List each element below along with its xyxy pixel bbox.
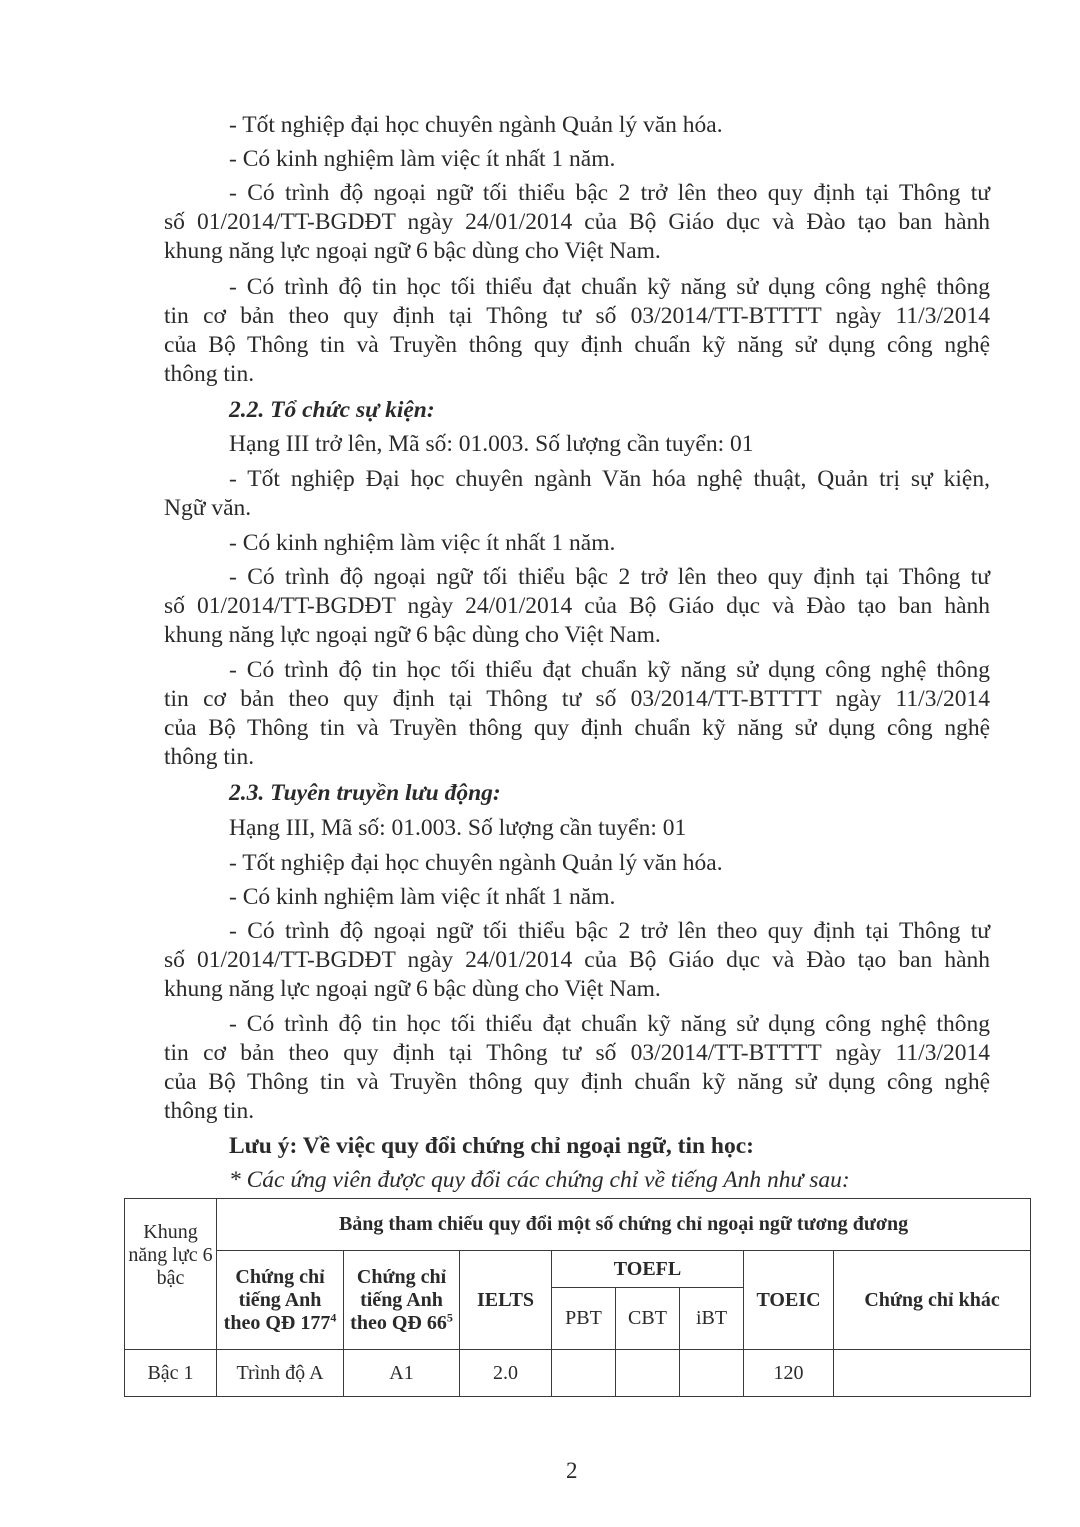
text-line: của Bộ Thông tin và Truyền thông quy định chuẩn kỹ năng sử dụng công nghệ [164, 715, 990, 741]
cell-cbt [616, 1350, 680, 1397]
cell-qd66: A1 [344, 1350, 460, 1397]
text-line: của Bộ Thông tin và Truyền thông quy định chuẩn kỹ năng sử dụng công nghệ [164, 332, 990, 358]
text-line: - Có trình độ ngoại ngữ tối thiểu bậc 2 trở lên theo quy định tại Thông tư [229, 564, 990, 590]
text-line: thông tin. [164, 1098, 255, 1124]
table-row [125, 1350, 1031, 1397]
section-heading: 2.2. Tổ chức sự kiện: [229, 397, 435, 423]
cell-qd177: Trình độ A [217, 1350, 344, 1397]
text-line: số 01/2014/TT-BGDĐT ngày 24/01/2014 của Bộ Giáo dục và Đào tạo ban hành [164, 209, 990, 235]
note-subheading: * Các ứng viên được quy đổi các chứng chỉ về tiếng Anh như sau: [229, 1167, 850, 1193]
header-ibt: iBT [680, 1288, 744, 1350]
text-line: khung năng lực ngoại ngữ 6 bậc dùng cho Việt Nam. [164, 238, 661, 264]
text-line: tin cơ bản theo quy định tại Thông tư số 03/2014/TT-BTTTT ngày 11/3/2014 [164, 303, 990, 329]
text-line: thông tin. [164, 361, 255, 387]
cell-ielts: 2.0 [460, 1350, 552, 1397]
text-line: - Tốt nghiệp Đại học chuyên ngành Văn hóa nghệ thuật, Quản trị sự kiện, [229, 466, 990, 492]
header-ielts: IELTS [460, 1251, 552, 1350]
text-line: - Tốt nghiệp đại học chuyên ngành Quản lý văn hóa. [229, 850, 723, 876]
text-line: - Có trình độ ngoại ngữ tối thiểu bậc 2 trở lên theo quy định tại Thông tư [229, 180, 990, 206]
text-line: - Có trình độ tin học tối thiểu đạt chuẩn kỹ năng sử dụng công nghệ thông [229, 657, 990, 683]
header-cbt: CBT [616, 1288, 680, 1350]
text-line: khung năng lực ngoại ngữ 6 bậc dùng cho Việt Nam. [164, 622, 661, 648]
header-khung-nang-luc: Khung năng lực 6 bậc [125, 1199, 217, 1350]
text-line: khung năng lực ngoại ngữ 6 bậc dùng cho Việt Nam. [164, 976, 661, 1002]
text-line: - Có trình độ ngoại ngữ tối thiểu bậc 2 trở lên theo quy định tại Thông tư [229, 918, 990, 944]
text-line: - Có kinh nghiệm làm việc ít nhất 1 năm. [229, 884, 616, 910]
certificate-equivalence-table [124, 1198, 1031, 1397]
text-line: số 01/2014/TT-BGDĐT ngày 24/01/2014 của Bộ Giáo dục và Đào tạo ban hành [164, 947, 990, 973]
text-line: - Tốt nghiệp đại học chuyên ngành Quản lý văn hóa. [229, 112, 723, 138]
note-heading: Lưu ý: Về việc quy đổi chứng chỉ ngoại ngữ, tin học: [229, 1133, 754, 1159]
page-number: 2 [566, 1458, 578, 1483]
cell-pbt [552, 1350, 616, 1397]
header-other: Chứng chỉ khác [834, 1251, 1031, 1350]
text-line: - Có kinh nghiệm làm việc ít nhất 1 năm. [229, 146, 616, 172]
header-qd177: Chứng chỉ tiếng Anh theo QĐ $177^4$ [217, 1251, 344, 1350]
header-toeic: TOEIC [744, 1251, 834, 1350]
text-line: thông tin. [164, 744, 255, 770]
text-line: - Có trình độ tin học tối thiểu đạt chuẩn kỹ năng sử dụng công nghệ thông [229, 274, 990, 300]
text-line: Hạng III trở lên, Mã số: 01.003. Số lượng cần tuyển: 01 [229, 431, 754, 457]
cell-level: Bậc 1 [125, 1350, 217, 1397]
header-toefl: TOEFL [552, 1251, 744, 1288]
text-line: số 01/2014/TT-BGDĐT ngày 24/01/2014 của Bộ Giáo dục và Đào tạo ban hành [164, 593, 990, 619]
text-line: Ngữ văn. [164, 495, 252, 521]
text-line: của Bộ Thông tin và Truyền thông quy định chuẩn kỹ năng sử dụng công nghệ [164, 1069, 990, 1095]
section-heading: 2.3. Tuyên truyền lưu động: [229, 780, 501, 806]
cell-other [834, 1350, 1031, 1397]
text-line: - Có trình độ tin học tối thiểu đạt chuẩn kỹ năng sử dụng công nghệ thông [229, 1011, 990, 1037]
text-line: tin cơ bản theo quy định tại Thông tư số 03/2014/TT-BTTTT ngày 11/3/2014 [164, 1040, 990, 1066]
header-qd66: Chứng chỉ tiếng Anh theo QĐ $66^5$ [344, 1251, 460, 1350]
table-title: Bảng tham chiếu quy đổi một số chứng chỉ ngoại ngữ tương đương [217, 1199, 1031, 1251]
text-line: tin cơ bản theo quy định tại Thông tư số 03/2014/TT-BTTTT ngày 11/3/2014 [164, 686, 990, 712]
header-pbt: PBT [552, 1288, 616, 1350]
text-line: - Có kinh nghiệm làm việc ít nhất 1 năm. [229, 530, 616, 556]
cell-ibt [680, 1350, 744, 1397]
text-line: Hạng III, Mã số: 01.003. Số lượng cần tuyển: 01 [229, 815, 687, 841]
cell-toeic: 120 [744, 1350, 834, 1397]
